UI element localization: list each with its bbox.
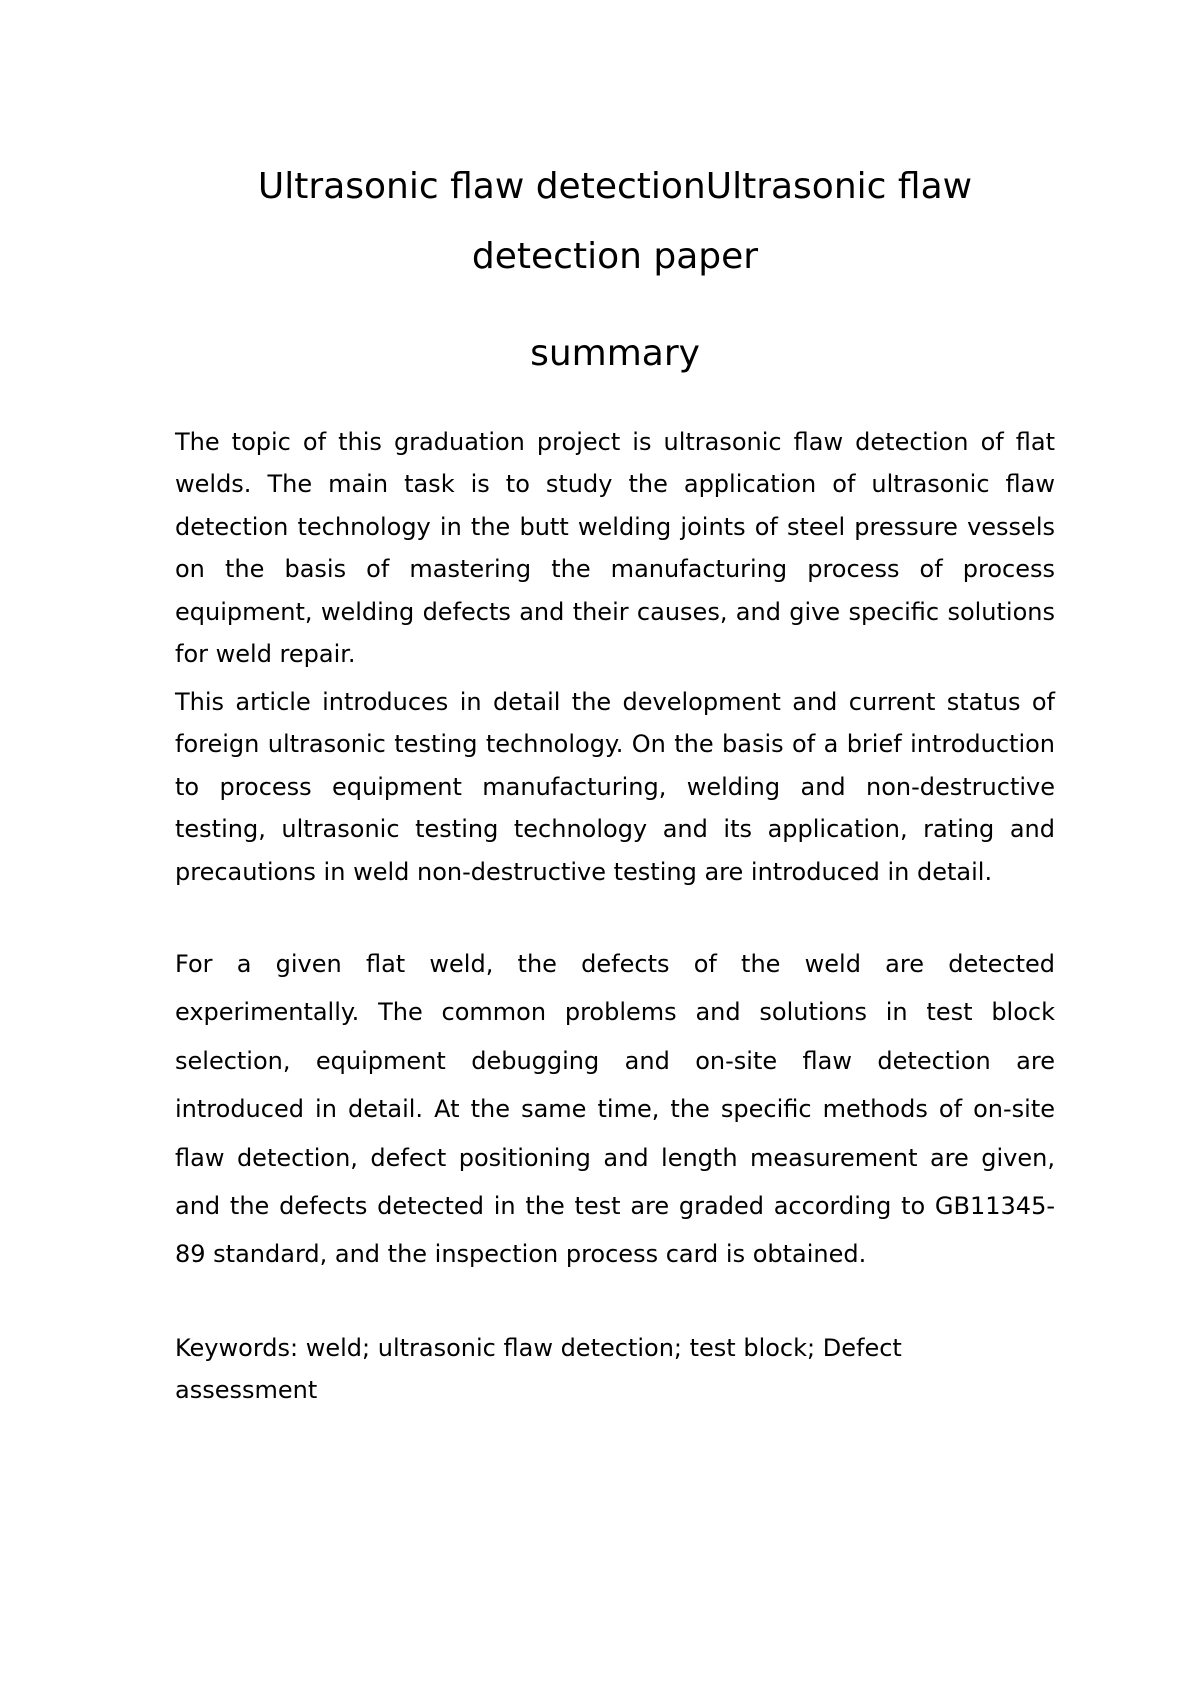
summary-paragraph-2: This article introduces in detail the development and current status of foreign ultrasonic testing technology. On the basis of a brief introduction to process equipment manufacturing, welding and non-destructive testing, ultrasonic testing technology and its application, rating and precautions in weld non-destructive testing are introduced in detail.: [175, 688, 1055, 886]
summary-paragraph-1: The topic of this graduation project is ultrasonic flaw detection of flat welds. The main task is to study the application of ultrasonic flaw detection technology in the butt welding joints of steel pressure vessels on the basis of mastering the manufacturing process of process equipment, welding defects and their causes, and give specific solutions for weld repair.: [175, 428, 1055, 669]
keywords-line: Keywords: weld; ultrasonic flaw detection; test block; Defect assessment: [175, 1334, 902, 1405]
section-heading: summary: [530, 333, 700, 374]
summary-paragraph-3: For a given flat weld, the defects of the weld are detected experimentally. The common problems and solutions in test block selection, equipment debugging and on-site flaw detection are introduced in detail. At the same time, the specific methods of on-site flaw detection, defect positioning and length measurement are given, and the defects detected in the test are graded according to GB11345-89 standard, and the inspection process card is obtained.: [175, 950, 1055, 1269]
document-title: Ultrasonic flaw detectionUltrasonic flaw detection paper: [257, 166, 973, 277]
